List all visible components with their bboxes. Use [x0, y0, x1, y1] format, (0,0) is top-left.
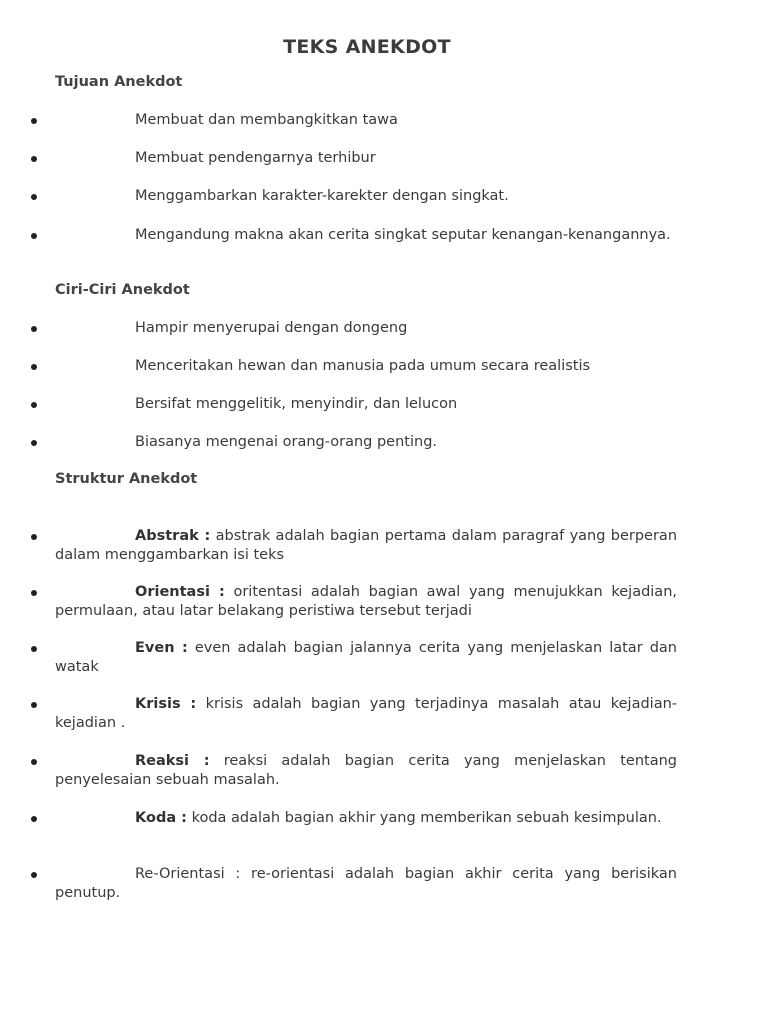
structure-item-orientasi: Orientasi : oritentasi adalah bagian awal yang menujukkan kejadian, permulaan, atau latar belakang peristiwa tersebut terjadi [55, 584, 677, 619]
list-item: Hampir menyerupai dengan dongeng [135, 320, 408, 336]
structure-item-abstrak: Abstrak : abstrak adalah bagian pertama dalam paragraf yang berperan dalam menggambarkan isi teks [55, 528, 678, 563]
bullet-icon [31, 534, 37, 540]
section-heading-ciri: Ciri-Ciri Anekdot [55, 282, 190, 298]
list-item: Menggambarkan karakter-karekter dengan singkat. [135, 188, 509, 204]
bullet-icon [31, 156, 37, 162]
list-item: Biasanya mengenai orang-orang penting. [135, 434, 438, 450]
structure-item-reorientasi: Re-Orientasi : re-orientasi adalah bagian akhir cerita yang berisikan penutup. [55, 866, 677, 901]
section-heading-struktur: Struktur Anekdot [55, 471, 198, 487]
bullet-icon [31, 118, 37, 124]
bullet-icon [31, 326, 37, 332]
list-item: Membuat pendengarnya terhibur [135, 150, 376, 166]
structure-item-even: Even : even adalah bagian jalannya cerita yang menjelaskan latar dan watak [55, 640, 677, 675]
list-item: Menceritakan hewan dan manusia pada umum secara realistis [135, 358, 591, 374]
document-title: TEKS ANEKDOT [283, 36, 451, 58]
list-item: Mengandung makna akan cerita singkat seputar kenangan-kenangannya. [135, 227, 671, 243]
bullet-icon [31, 590, 37, 596]
bullet-icon [31, 872, 37, 878]
bullet-icon [31, 364, 37, 370]
bullet-icon [31, 194, 37, 200]
section-heading-tujuan: Tujuan Anekdot [55, 74, 183, 90]
bullet-icon [31, 402, 37, 408]
bullet-icon [31, 440, 37, 446]
bullet-icon [31, 646, 37, 652]
structure-item-koda: Koda : koda adalah bagian akhir yang memberikan sebuah kesimpulan. [135, 810, 662, 826]
structure-item-krisis: Krisis : krisis adalah bagian yang terjadinya masalah atau kejadian-kejadian . [55, 696, 678, 731]
list-item: Membuat dan membangkitkan tawa [135, 112, 398, 128]
bullet-icon [31, 233, 37, 239]
bullet-icon [31, 816, 37, 822]
structure-item-reaksi: Reaksi : reaksi adalah bagian cerita yang menjelaskan tentang penyelesaian sebuah masalah. [55, 753, 677, 788]
bullet-icon [31, 702, 37, 708]
list-item: Bersifat menggelitik, menyindir, dan lelucon [135, 396, 458, 412]
bullet-icon [31, 759, 37, 765]
